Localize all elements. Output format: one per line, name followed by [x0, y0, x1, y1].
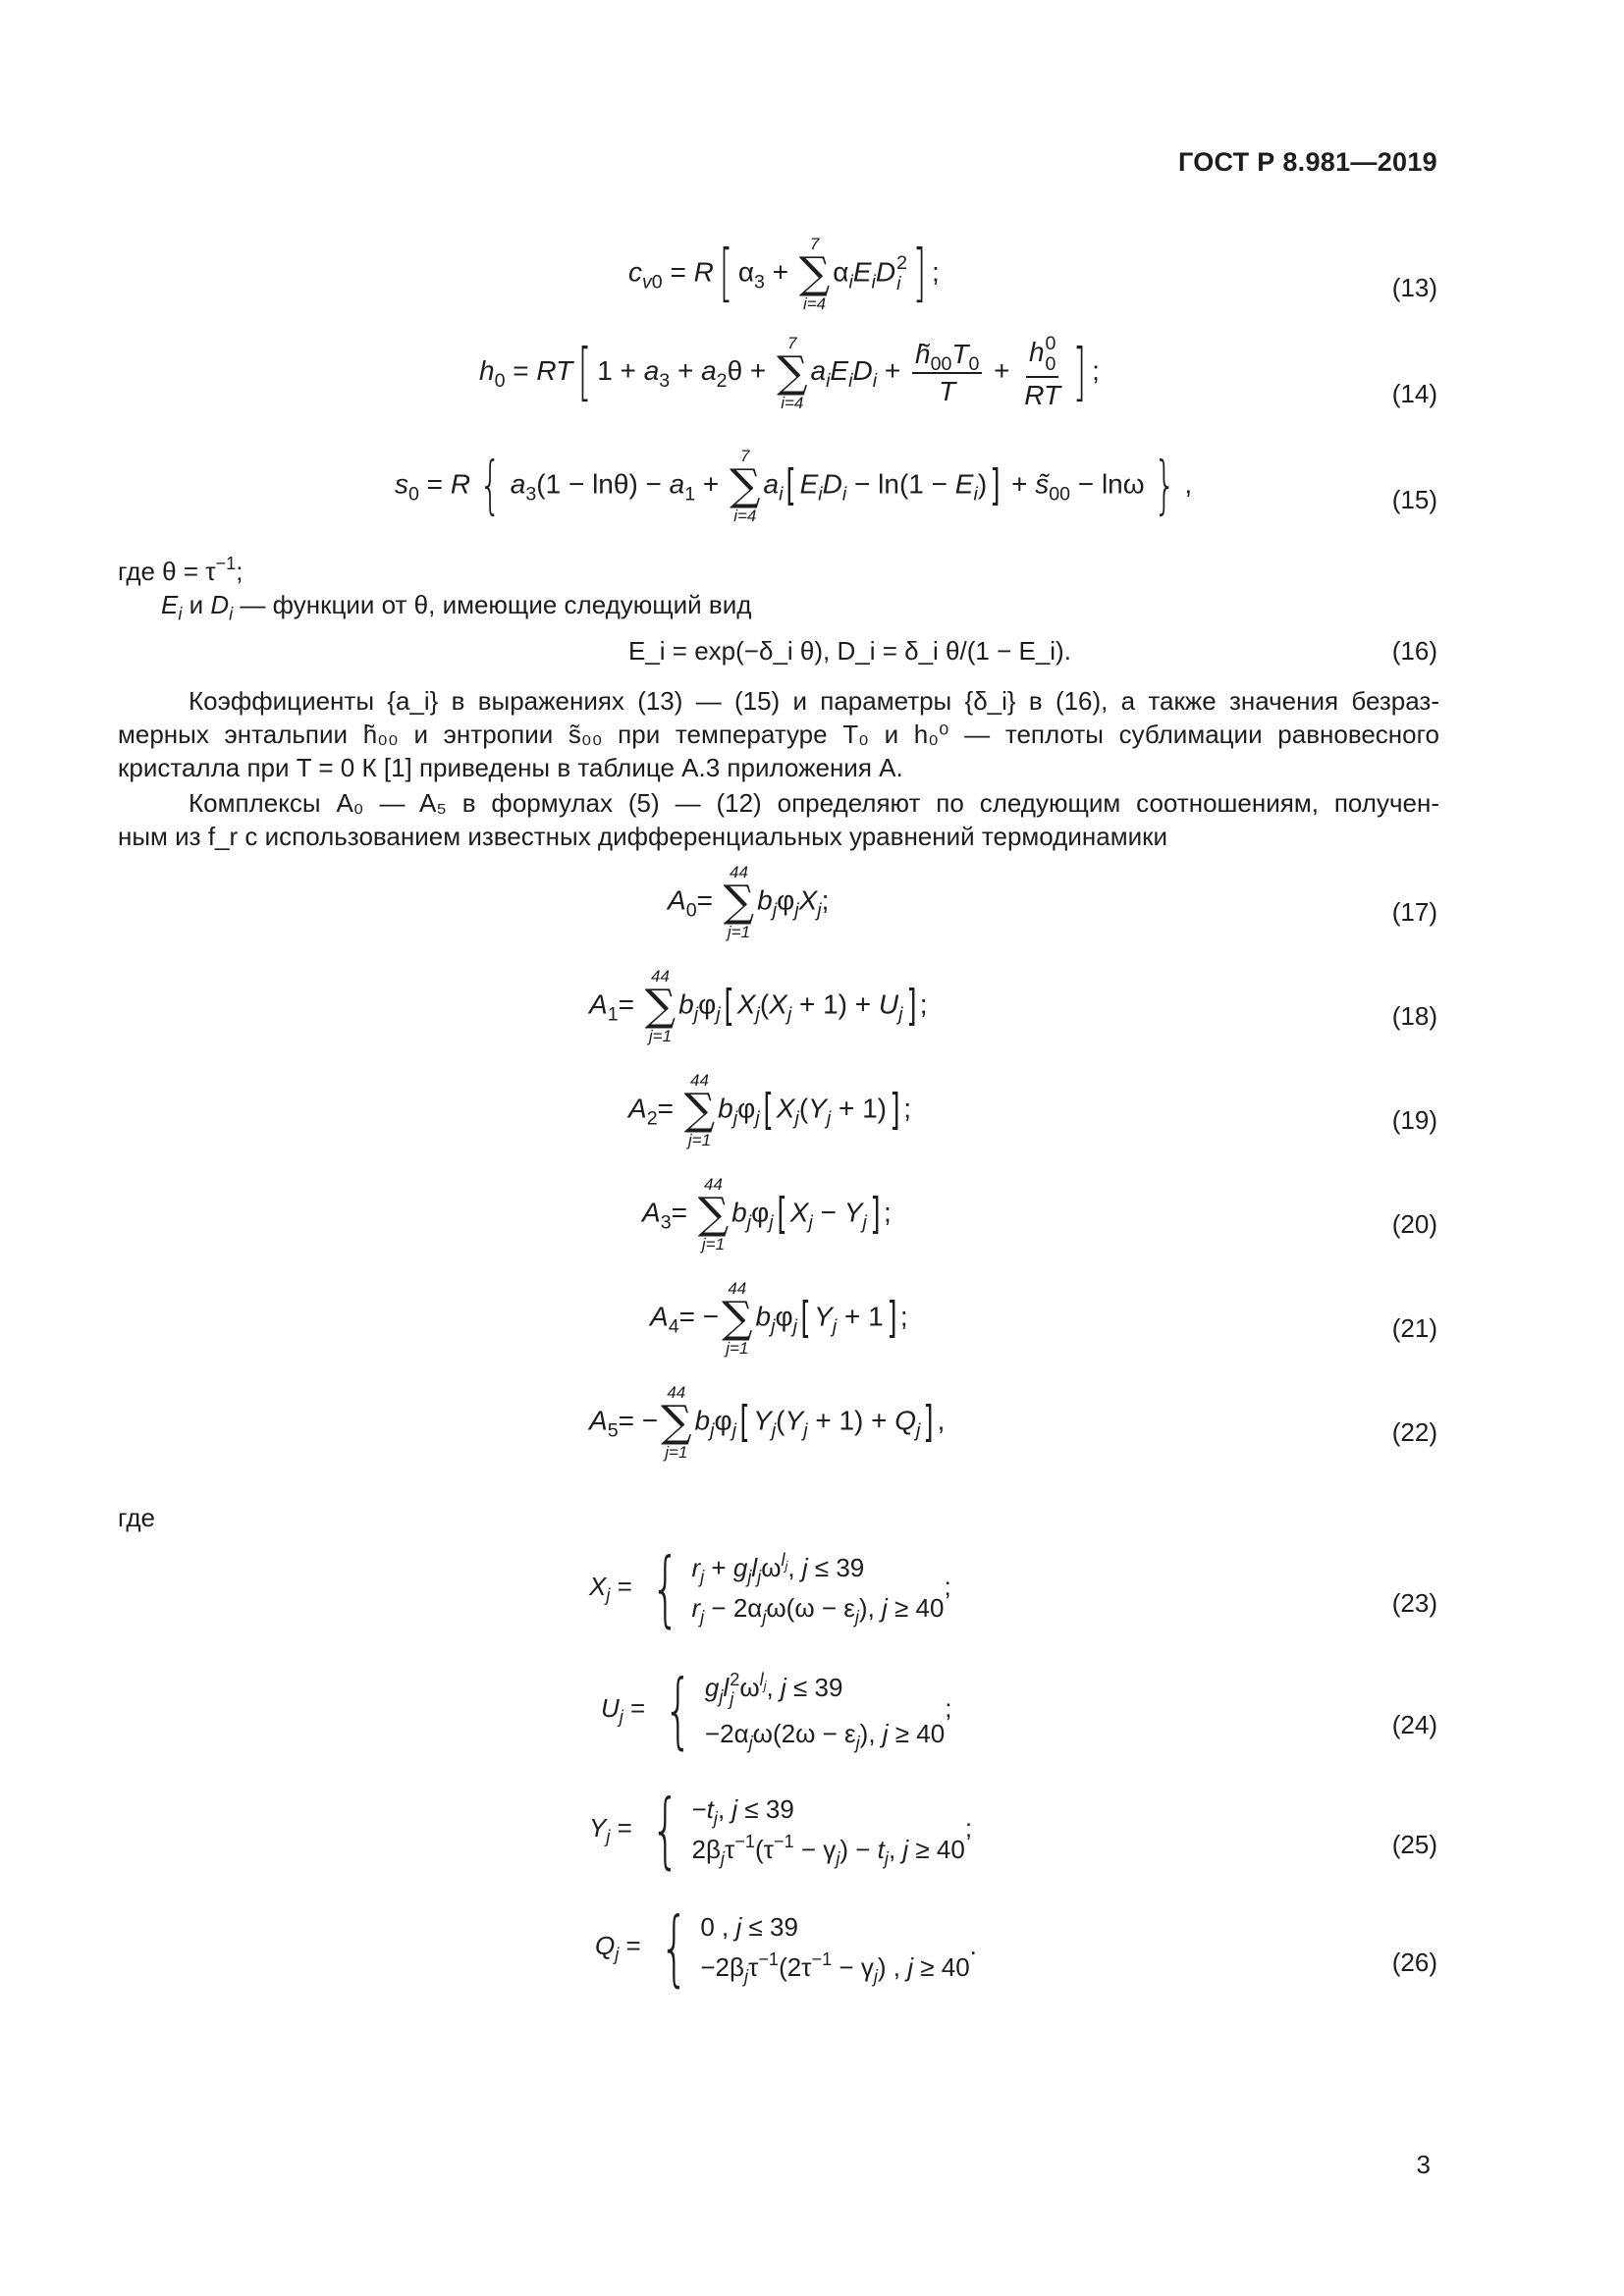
eq-number-26: (26): [1391, 1948, 1437, 1977]
formula-17: $A_0=$ 44 ∑ j=1 $b_j\varphi_jX_j$;: [668, 863, 830, 941]
eq-number-22: (22): [1391, 1417, 1437, 1447]
paragraph-complexes-l1: Комплексы A₀ — A₅ в формулах (5) — (12) определяют по следующим соотношениям, получен-: [189, 788, 1439, 818]
page-number: 3: [1416, 2150, 1431, 2179]
formula-25: $Y_j$ = { $-t_j$, j ≤ 39 $2\beta_j\tau^{-1}(\tau^{-1} - \gamma_j) - t_j$, j ≥ 40 ;: [589, 1782, 973, 1878]
formula-14: $h_0 = RT$[ $1 + a_3 + a_2\theta$ + 7 ∑ i=4 $a_iE_iD_i$ + $\frac{h̃_{00}T_0}{T}$ + h 0 0 RT ] ;: [479, 333, 1100, 412]
formula-22: $A_5=$ − 44 ∑ j=1 $b_j\varphi_j$[ $Y_j(Y_j + 1) + Q_j$] ,: [589, 1383, 946, 1462]
formula-18: $A_1=$ 44 ∑ j=1 $b_j\varphi_j$[ $X_j(X_j + 1) + U_j$] ;: [589, 967, 928, 1045]
eq-number-17: (17): [1391, 897, 1437, 927]
eq-number-20: (20): [1391, 1209, 1437, 1239]
eq-number-25: (25): [1391, 1830, 1437, 1859]
formula-19: $A_2=$ 44 ∑ j=1 $b_j\varphi_j$[ $X_j(Y_j + 1)$] ;: [628, 1071, 911, 1149]
eq-number-14: (14): [1391, 379, 1437, 408]
paragraph-coefficients-l3: кристалла при T = 0 К [1] приведены в таблице А.3 приложения А.: [118, 753, 903, 782]
eq-number-13: (13): [1391, 273, 1437, 302]
where-label: где: [118, 1503, 155, 1532]
paragraph-complexes-l2: ным из f_r с использованием известных дифференциальных уравнений термодинамики: [118, 822, 1167, 851]
eq-number-15: (15): [1391, 485, 1437, 514]
formula-21: $A_4=$ − 44 ∑ j=1 $b_j\varphi_j$[ $Y_j + 1$] ;: [650, 1279, 908, 1358]
eq-number-16: (16): [1391, 636, 1437, 666]
formula-23: $X_j$ = { $r_j + g_jl_j\omega^{l_j}$, j ≤ 39 $r_j - 2\alpha_j\omega(\omega - \varepsilon_j)$, j ≥ 40 ;: [589, 1540, 951, 1636]
document-code: ГОСТ Р 8.981—2019: [1177, 147, 1437, 177]
paragraph-coefficients-l2: мерных энтальпии h̃₀₀ и энтропии s̃₀₀ при температуре T₀ и h₀⁰ — теплоты сублимации равновесного: [118, 720, 1439, 749]
where-theta: где $\theta = \tau^{-1}$;: [118, 554, 244, 586]
eq-number-23: (23): [1391, 1588, 1437, 1618]
formula-13: $c_{v0} = R$[ $\alpha_3$ + 7 ∑ i=4 $\alpha_iE_iD$ 2 i ] ;: [628, 235, 940, 313]
formula-20: $A_3=$ 44 ∑ j=1 $b_j\varphi_j$[ $X_j - Y_j$] ;: [642, 1175, 892, 1254]
formula-26: $Q_j$ = { 0 , j ≤ 39 $-2\beta_j\tau^{-1}(2\tau^{-1} - \gamma_j)$ , j ≥ 40 .: [595, 1899, 977, 1996]
eq-number-24: (24): [1391, 1710, 1437, 1739]
ei-di-definition: $E_i$ и $D_i$ — функции от θ, имеющие следующий вид: [161, 590, 752, 624]
paragraph-coefficients-l1: Коэффициенты {a_i} в выражениях (13) — (15) и параметры {δ_i} в (16), а также значения безраз-: [189, 686, 1439, 716]
eq-number-18: (18): [1391, 1001, 1437, 1031]
formula-15: $s_0 = R$ { $a_3(1 - \ln\theta) - a_1$ + 7 ∑ i=4 $a_i$[ $E_iD_i - \ln(1 - E_i)$] + $s̃_{00} - \ln\omega$ } ,: [395, 447, 1193, 525]
formula-24: $U_j$ = { $g_jl$ 2 j $\omega^{l_j}$, j ≤ 39 $-2\alpha_j\omega(2\omega - \varepsilon_j)$, j ≥ 40 ;: [601, 1662, 952, 1758]
formula-16: E_i = exp(−δ_i θ), D_i = δ_i θ/(1 − E_i).: [628, 636, 1071, 666]
eq-number-21: (21): [1391, 1313, 1437, 1343]
eq-number-19: (19): [1391, 1105, 1437, 1135]
